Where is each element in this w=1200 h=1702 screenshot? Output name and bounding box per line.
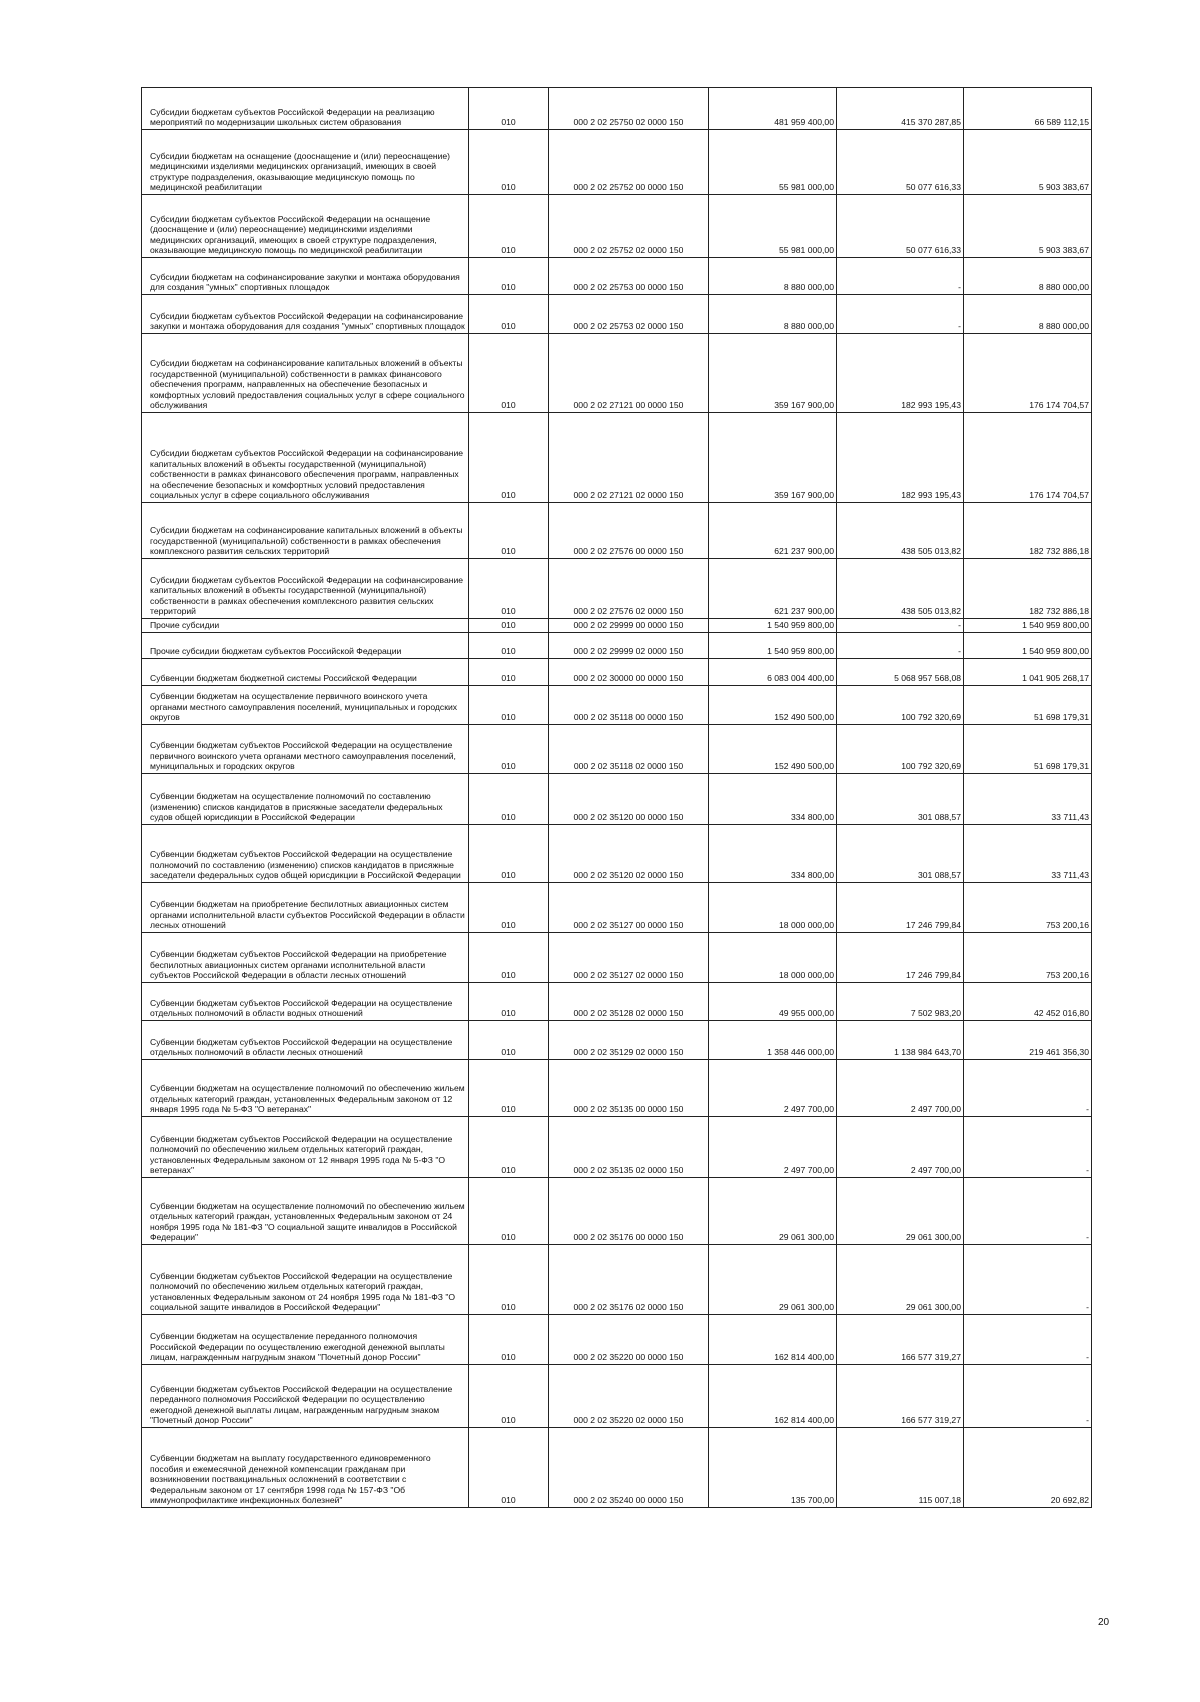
table-row: [142, 933, 1092, 983]
row-fact-cell: 7 502 983,20: [837, 983, 964, 1021]
row-code-cell: 010: [469, 413, 549, 503]
row-kbk-cell: 000 2 02 35118 02 0000 150: [549, 725, 709, 774]
row-code-cell: 010: [469, 1365, 549, 1428]
row-rest-cell: -: [964, 1245, 1092, 1315]
row-plan-cell: 135 700,00: [709, 1428, 837, 1508]
row-rest-cell: 51 698 179,31: [964, 725, 1092, 774]
row-name-cell: Субвенции бюджетам субъектов Российской Федерации на осуществление полномочий по обеспечению жильем отдельных категорий граждан, установленных Федеральным законом от 24 ноября 1995 года № 181-ФЗ "О социальной защите инвалидов в Российской Федерации": [142, 1245, 469, 1315]
row-kbk-cell: 000 2 02 35129 02 0000 150: [549, 1021, 709, 1060]
row-kbk-cell: 000 2 02 27121 02 0000 150: [549, 413, 709, 503]
table-row: [142, 1060, 1092, 1117]
row-fact-cell: -: [837, 619, 964, 633]
row-kbk-cell: 000 2 02 25753 02 0000 150: [549, 295, 709, 334]
row-code-cell: 010: [469, 1315, 549, 1365]
row-code-cell: 010: [469, 559, 549, 619]
row-kbk-cell: 000 2 02 27576 00 0000 150: [549, 503, 709, 559]
row-rest-cell: 176 174 704,57: [964, 413, 1092, 503]
row-fact-cell: 301 088,57: [837, 774, 964, 825]
row-fact-cell: -: [837, 633, 964, 659]
table-row: [142, 258, 1092, 295]
row-plan-cell: 29 061 300,00: [709, 1245, 837, 1315]
row-code-cell: 010: [469, 1428, 549, 1508]
row-fact-cell: 438 505 013,82: [837, 503, 964, 559]
row-plan-cell: 162 814 400,00: [709, 1315, 837, 1365]
row-code-cell: 010: [469, 1117, 549, 1178]
row-kbk-cell: 000 2 02 25753 00 0000 150: [549, 258, 709, 295]
table-row: [142, 195, 1092, 258]
table-row: [142, 1117, 1092, 1178]
row-name-cell: Субвенции бюджетам субъектов Российской Федерации на приобретение беспилотных авиационных систем органами исполнительной власти субъектов Российской Федерации в области лесных отношений: [142, 933, 469, 983]
row-plan-cell: 621 237 900,00: [709, 559, 837, 619]
row-kbk-cell: 000 2 02 35128 02 0000 150: [549, 983, 709, 1021]
row-name-cell: Субсидии бюджетам на софинансирование закупки и монтажа оборудования для создания "умных" спортивных площадок: [142, 258, 469, 295]
row-name-cell: Субвенции бюджетам субъектов Российской Федерации на осуществление переданного полномочия Российской Федерации по осуществлению ежегодной денежной выплаты лицам, награжденным нагрудным знаком "Почетный донор России": [142, 1365, 469, 1428]
row-rest-cell: 66 589 112,15: [964, 88, 1092, 130]
row-code-cell: 010: [469, 983, 549, 1021]
row-plan-cell: 49 955 000,00: [709, 983, 837, 1021]
row-fact-cell: 1 138 984 643,70: [837, 1021, 964, 1060]
table-row: [142, 1245, 1092, 1315]
row-plan-cell: 2 497 700,00: [709, 1117, 837, 1178]
row-rest-cell: 5 903 383,67: [964, 130, 1092, 195]
row-code-cell: 010: [469, 1021, 549, 1060]
row-fact-cell: 50 077 616,33: [837, 195, 964, 258]
row-name-cell: Субвенции бюджетам на приобретение беспилотных авиационных систем органами исполнительной власти субъектов Российской Федерации в области лесных отношений: [142, 883, 469, 933]
row-code-cell: 010: [469, 774, 549, 825]
row-fact-cell: 166 577 319,27: [837, 1365, 964, 1428]
row-name-cell: Прочие субсидии: [142, 619, 469, 633]
row-code-cell: 010: [469, 130, 549, 195]
row-plan-cell: 29 061 300,00: [709, 1178, 837, 1245]
row-plan-cell: 359 167 900,00: [709, 334, 837, 413]
table-row: [142, 88, 1092, 130]
row-code-cell: 010: [469, 1245, 549, 1315]
row-kbk-cell: 000 2 02 35120 02 0000 150: [549, 825, 709, 883]
row-kbk-cell: 000 2 02 35240 00 0000 150: [549, 1428, 709, 1508]
row-kbk-cell: 000 2 02 29999 00 0000 150: [549, 619, 709, 633]
row-kbk-cell: 000 2 02 29999 02 0000 150: [549, 633, 709, 659]
table-row: [142, 334, 1092, 413]
row-plan-cell: 481 959 400,00: [709, 88, 837, 130]
row-name-cell: Субсидии бюджетам субъектов Российской Федерации на реализацию мероприятий по модернизации школьных систем образования: [142, 88, 469, 130]
row-code-cell: 010: [469, 633, 549, 659]
row-kbk-cell: 000 2 02 35120 00 0000 150: [549, 774, 709, 825]
row-rest-cell: 1 041 905 268,17: [964, 659, 1092, 686]
row-fact-cell: 17 246 799,84: [837, 933, 964, 983]
table-row: [142, 686, 1092, 725]
row-code-cell: 010: [469, 258, 549, 295]
row-rest-cell: 219 461 356,30: [964, 1021, 1092, 1060]
row-plan-cell: 18 000 000,00: [709, 883, 837, 933]
budget-table-page: [141, 87, 1091, 1508]
table-row: [142, 503, 1092, 559]
table-row: [142, 559, 1092, 619]
table-row: [142, 725, 1092, 774]
row-fact-cell: 415 370 287,85: [837, 88, 964, 130]
row-plan-cell: 8 880 000,00: [709, 258, 837, 295]
budget-revenue-table: [141, 87, 1092, 1508]
row-rest-cell: 1 540 959 800,00: [964, 619, 1092, 633]
row-name-cell: Субвенции бюджетам бюджетной системы Российской Федерации: [142, 659, 469, 686]
row-rest-cell: 8 880 000,00: [964, 295, 1092, 334]
row-fact-cell: 17 246 799,84: [837, 883, 964, 933]
row-code-cell: 010: [469, 825, 549, 883]
row-fact-cell: 100 792 320,69: [837, 686, 964, 725]
row-kbk-cell: 000 2 02 35118 00 0000 150: [549, 686, 709, 725]
table-row: [142, 295, 1092, 334]
table-row: [142, 1365, 1092, 1428]
row-rest-cell: 51 698 179,31: [964, 686, 1092, 725]
table-row: [142, 883, 1092, 933]
row-code-cell: 010: [469, 619, 549, 633]
table-row: [142, 1021, 1092, 1060]
row-fact-cell: 29 061 300,00: [837, 1245, 964, 1315]
row-plan-cell: 1 540 959 800,00: [709, 633, 837, 659]
row-code-cell: 010: [469, 659, 549, 686]
row-plan-cell: 2 497 700,00: [709, 1060, 837, 1117]
row-name-cell: Субвенции бюджетам субъектов Российской Федерации на осуществление первичного воинского учета органами местного самоуправления поселений, муниципальных и городских округов: [142, 725, 469, 774]
row-code-cell: 010: [469, 195, 549, 258]
row-rest-cell: 182 732 886,18: [964, 559, 1092, 619]
row-fact-cell: -: [837, 295, 964, 334]
row-kbk-cell: 000 2 02 25752 02 0000 150: [549, 195, 709, 258]
row-name-cell: Субвенции бюджетам субъектов Российской Федерации на осуществление полномочий по обеспечению жильем отдельных категорий граждан, установленных Федеральным законом от 12 января 1995 года № 5-ФЗ "О ветеранах": [142, 1117, 469, 1178]
row-fact-cell: 301 088,57: [837, 825, 964, 883]
row-kbk-cell: 000 2 02 35135 00 0000 150: [549, 1060, 709, 1117]
table-row: [142, 825, 1092, 883]
row-name-cell: Субсидии бюджетам на софинансирование капитальных вложений в объекты государственной (муниципальной) собственности в рамках финансового обеспечения программ, направленных на обеспечение безопасных и комфортных условий предоставления социальных услуг в сфере социального обслуживания: [142, 334, 469, 413]
row-kbk-cell: 000 2 02 35135 02 0000 150: [549, 1117, 709, 1178]
row-rest-cell: -: [964, 1365, 1092, 1428]
row-kbk-cell: 000 2 02 35176 02 0000 150: [549, 1245, 709, 1315]
row-rest-cell: -: [964, 1060, 1092, 1117]
page-number: 20: [1098, 1617, 1110, 1628]
row-rest-cell: -: [964, 1178, 1092, 1245]
row-fact-cell: 5 068 957 568,08: [837, 659, 964, 686]
table-row: [142, 983, 1092, 1021]
row-rest-cell: 42 452 016,80: [964, 983, 1092, 1021]
row-fact-cell: 182 993 195,43: [837, 334, 964, 413]
row-plan-cell: 55 981 000,00: [709, 130, 837, 195]
row-plan-cell: 334 800,00: [709, 774, 837, 825]
row-code-cell: 010: [469, 295, 549, 334]
row-code-cell: 010: [469, 883, 549, 933]
row-plan-cell: 359 167 900,00: [709, 413, 837, 503]
row-fact-cell: 29 061 300,00: [837, 1178, 964, 1245]
row-kbk-cell: 000 2 02 35127 02 0000 150: [549, 933, 709, 983]
table-row: [142, 633, 1092, 659]
row-code-cell: 010: [469, 933, 549, 983]
table-row: [142, 619, 1092, 633]
row-fact-cell: 2 497 700,00: [837, 1060, 964, 1117]
row-kbk-cell: 000 2 02 30000 00 0000 150: [549, 659, 709, 686]
row-name-cell: Субвенции бюджетам на осуществление первичного воинского учета органами местного самоуправления поселений, муниципальных и городских округов: [142, 686, 469, 725]
row-kbk-cell: 000 2 02 35176 00 0000 150: [549, 1178, 709, 1245]
row-fact-cell: 438 505 013,82: [837, 559, 964, 619]
row-kbk-cell: 000 2 02 27121 00 0000 150: [549, 334, 709, 413]
row-plan-cell: 1 358 446 000,00: [709, 1021, 837, 1060]
row-name-cell: Субсидии бюджетам на софинансирование капитальных вложений в объекты государственной (муниципальной) собственности в рамках обеспечения комплексного развития сельских территорий: [142, 503, 469, 559]
row-plan-cell: 1 540 959 800,00: [709, 619, 837, 633]
row-kbk-cell: 000 2 02 25752 00 0000 150: [549, 130, 709, 195]
row-name-cell: Субсидии бюджетам на оснащение (дооснащение и (или) переоснащение) медицинскими изделиями медицинских организаций, имеющих в своей структуре подразделения, оказывающие медицинскую помощь по медицинской реабилитации: [142, 130, 469, 195]
row-plan-cell: 621 237 900,00: [709, 503, 837, 559]
row-plan-cell: 18 000 000,00: [709, 933, 837, 983]
row-rest-cell: -: [964, 1117, 1092, 1178]
row-code-cell: 010: [469, 1178, 549, 1245]
row-kbk-cell: 000 2 02 35127 00 0000 150: [549, 883, 709, 933]
row-kbk-cell: 000 2 02 27576 02 0000 150: [549, 559, 709, 619]
row-name-cell: Субвенции бюджетам на осуществление полномочий по обеспечению жильем отдельных категорий граждан, установленных Федеральным законом от 12 января 1995 года № 5-ФЗ "О ветеранах": [142, 1060, 469, 1117]
row-rest-cell: 33 711,43: [964, 825, 1092, 883]
row-rest-cell: 8 880 000,00: [964, 258, 1092, 295]
row-plan-cell: 6 083 004 400,00: [709, 659, 837, 686]
row-code-cell: 010: [469, 686, 549, 725]
row-fact-cell: 182 993 195,43: [837, 413, 964, 503]
row-code-cell: 010: [469, 88, 549, 130]
row-name-cell: Субвенции бюджетам на выплату государственного единовременного пособия и ежемесячной денежной компенсации гражданам при возникновении поствакцинальных осложнений в соответствии с Федеральным законом от 17 сентября 1998 года № 157-ФЗ "Об иммунопрофилактике инфекционных болезней": [142, 1428, 469, 1508]
row-name-cell: Прочие субсидии бюджетам субъектов Российской Федерации: [142, 633, 469, 659]
row-plan-cell: 55 981 000,00: [709, 195, 837, 258]
row-fact-cell: 50 077 616,33: [837, 130, 964, 195]
table-row: [142, 1428, 1092, 1508]
row-fact-cell: 166 577 319,27: [837, 1315, 964, 1365]
row-code-cell: 010: [469, 1060, 549, 1117]
row-rest-cell: 5 903 383,67: [964, 195, 1092, 258]
row-plan-cell: 152 490 500,00: [709, 686, 837, 725]
row-name-cell: Субсидии бюджетам субъектов Российской Федерации на софинансирование капитальных вложений в объекты государственной (муниципальной) собственности в рамках обеспечения комплексного развития сельских территорий: [142, 559, 469, 619]
row-rest-cell: 753 200,16: [964, 933, 1092, 983]
row-fact-cell: -: [837, 258, 964, 295]
table-row: [142, 774, 1092, 825]
row-rest-cell: 753 200,16: [964, 883, 1092, 933]
table-row: [142, 1315, 1092, 1365]
row-name-cell: Субвенции бюджетам на осуществление переданного полномочия Российской Федерации по осуществлению ежегодной денежной выплаты лицам, награжденным нагрудным знаком "Почетный донор России": [142, 1315, 469, 1365]
table-row: [142, 130, 1092, 195]
row-name-cell: Субвенции бюджетам субъектов Российской Федерации на осуществление полномочий по составлению (изменению) списков кандидатов в присяжные заседатели федеральных судов общей юрисдикции в Российской Федерации: [142, 825, 469, 883]
table-row: [142, 413, 1092, 503]
row-code-cell: 010: [469, 503, 549, 559]
table-row: [142, 659, 1092, 686]
row-kbk-cell: 000 2 02 35220 00 0000 150: [549, 1315, 709, 1365]
row-fact-cell: 2 497 700,00: [837, 1117, 964, 1178]
row-rest-cell: 20 692,82: [964, 1428, 1092, 1508]
table-row: [142, 1178, 1092, 1245]
row-code-cell: 010: [469, 725, 549, 774]
row-plan-cell: 152 490 500,00: [709, 725, 837, 774]
row-name-cell: Субвенции бюджетам на осуществление полномочий по составлению (изменению) списков кандидатов в присяжные заседатели федеральных судов общей юрисдикции в Российской Федерации: [142, 774, 469, 825]
row-name-cell: Субсидии бюджетам субъектов Российской Федерации на софинансирование капитальных вложений в объекты государственной (муниципальной) собственности в рамках финансового обеспечения программ, направленных на обеспечение безопасных и комфортных условий предоставления социальных услуг в сфере социального обслуживания: [142, 413, 469, 503]
row-rest-cell: 176 174 704,57: [964, 334, 1092, 413]
row-rest-cell: 33 711,43: [964, 774, 1092, 825]
row-name-cell: Субвенции бюджетам субъектов Российской Федерации на осуществление отдельных полномочий в области лесных отношений: [142, 1021, 469, 1060]
row-fact-cell: 115 007,18: [837, 1428, 964, 1508]
row-rest-cell: 182 732 886,18: [964, 503, 1092, 559]
row-code-cell: 010: [469, 334, 549, 413]
row-rest-cell: 1 540 959 800,00: [964, 633, 1092, 659]
row-plan-cell: 334 800,00: [709, 825, 837, 883]
row-name-cell: Субсидии бюджетам субъектов Российской Федерации на оснащение (дооснащение и (или) переоснащение) медицинскими изделиями медицинских организаций, имеющих в своей структуре подразделения, оказывающие медицинскую помощь по медицинской реабилитации: [142, 195, 469, 258]
row-name-cell: Субвенции бюджетам субъектов Российской Федерации на осуществление отдельных полномочий в области водных отношений: [142, 983, 469, 1021]
row-kbk-cell: 000 2 02 25750 02 0000 150: [549, 88, 709, 130]
row-rest-cell: -: [964, 1315, 1092, 1365]
row-name-cell: Субсидии бюджетам субъектов Российской Федерации на софинансирование закупки и монтажа оборудования для создания "умных" спортивных площадок: [142, 295, 469, 334]
row-kbk-cell: 000 2 02 35220 02 0000 150: [549, 1365, 709, 1428]
row-plan-cell: 8 880 000,00: [709, 295, 837, 334]
row-fact-cell: 100 792 320,69: [837, 725, 964, 774]
row-name-cell: Субвенции бюджетам на осуществление полномочий по обеспечению жильем отдельных категорий граждан, установленных Федеральным законом от 24 ноября 1995 года № 181-ФЗ "О социальной защите инвалидов в Российской Федерации": [142, 1178, 469, 1245]
row-plan-cell: 162 814 400,00: [709, 1365, 837, 1428]
